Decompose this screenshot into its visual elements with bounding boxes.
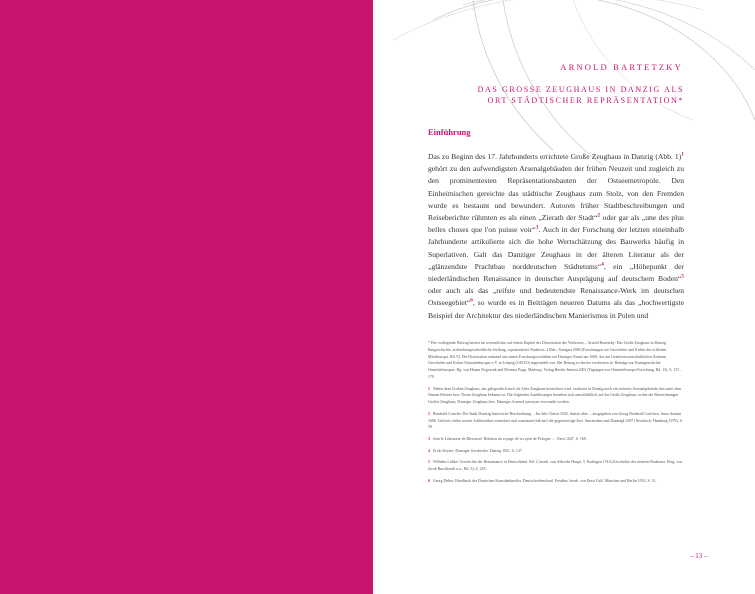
footnote-6 xyxy=(428,478,684,485)
footnote-ref: 4 xyxy=(601,261,604,268)
body-segment: oder auch als das „reifste und bedeutendste Renaissance-Werk im deutschen Ostseegebiet“ xyxy=(428,286,684,308)
footnote-number: 1 xyxy=(428,386,430,391)
footnote-ref: 6 xyxy=(470,297,473,304)
left-page-color-block xyxy=(0,0,373,594)
body-segment: . Auch in der Forschung der letzten eineinhalb Jahrhunderte artikulierte sich die hohe Wertschätzung des Bauwerks häufig in Superlativen. Galt das Danziger Zeughaus in der älteren Literatur als der „glänzendste Prachtbau norddeutschen Städtetums“ xyxy=(428,225,684,271)
footnotes xyxy=(428,340,684,489)
footnote-4 xyxy=(428,448,684,455)
footnote-text: Erich Keyser: Danziger Geschichte. Danzig 1921, S. 137. xyxy=(432,448,523,453)
footnote-ref: 1 xyxy=(681,151,684,158)
body-text xyxy=(428,151,684,322)
article-title xyxy=(400,84,684,106)
footnote-number: 5 xyxy=(428,460,430,465)
footnote-ref: 5 xyxy=(681,273,684,280)
body-segment: Das zu Beginn des 17. Jahrhunderts errichtete Große Zeughaus in Danzig (Abb. 1) xyxy=(428,152,682,161)
footnote-text: Jean le Laboureur de Bleranval: Relation du voyage de la royne de Pologne ... . Paris 1647, S. 168. xyxy=(432,436,587,441)
footnote-text: Neben dem Großen Zeughaus, das gelegentlich auch als Altes Zeughaus bezeichnet wird, existierte in Danzig noch ein weiteres Arsenalgebäude, das unter dem Namen Kleines bzw. Neues Zeughaus bekannt ist. Die folgenden Ausführungen beziehen sich ausschließlich auf das Große Zeughaus, wobei die Bezeichnungen Großes Zeughaus, Danziger Zeughaus bzw. Danziger Arsenal synonym verwendet werden. xyxy=(428,386,682,405)
body-segment: , ein „Höhepunkt der niederländischen Renaissance in deutscher Ausprägung auf deutschem Boden“ xyxy=(428,261,684,284)
footnote-number: 3 xyxy=(428,436,430,441)
footnote-number: 6 xyxy=(428,478,430,483)
footnote-3 xyxy=(428,436,684,443)
page-number: – 13 – xyxy=(690,552,708,560)
footnote-text: Reinhold Curicke: Der Stadt Dantzig historische Beschreibung ... Im Jahr Christi 1645. Anitzo aber ... ausgegeben von Georg Reinhold Curicken. Anno domini 1686. Und mit vielen newen Additionibus vermehret und continuiret biß auff die gegenwertige Zeit. Amsterdam und Dantzigk 1687 (Neudruck: Hamburg 1979), S. 58. xyxy=(428,411,683,430)
body-paragraph xyxy=(428,151,684,322)
footnote-number: 2 xyxy=(428,411,430,416)
body-segment: oder gar als „une des plus belles choses que l'on puisse voir“ xyxy=(428,213,684,235)
footnote-5 xyxy=(428,459,684,473)
author-name: ARNOLD BARTETZKY xyxy=(560,62,683,72)
title-line-2: ORT STÄDTISCHER REPRÄSENTATION* xyxy=(487,96,684,105)
body-segment: gehört zu den aufwendigsten Arsenalgebäuden der frühen Neuzeit und zugleich zu den prominentesten Repräsentationsbauten der Ostseemetropole. Den Einheimischen gereichte das städtische Zeughaus zum Stolz, von den Fremden wurde es bestaunt und bewundert. Autoren früher Stadtbeschreibungen und Reiseberichte rühmten es als einen „Zierath der Stadt“ xyxy=(428,164,684,223)
body-segment: , so wurde es in Beiträgen neueren Datums als das „hochwertigste Beispiel der Architektur des niederländischen Manierismus in Polen und xyxy=(428,298,684,320)
footnote-ref: 3 xyxy=(535,224,539,231)
title-line-1: DAS GROSSE ZEUGHAUS IN DANZIG ALS xyxy=(477,85,684,94)
section-heading: Einführung xyxy=(428,127,471,137)
footnote-text: Georg Dehio: Handbuch der Deutschen Kunstdenkmäler. Deutschordensland. Preußen, bearb. von Ernst Gall. München und Berlin 1952, S. 31. xyxy=(432,478,657,483)
footnote-ref: 2 xyxy=(597,212,601,219)
footnote-star: * Der vorliegende Beitrag basiert im wesentlichen auf einem Kapitel der Dissertation des Verfassers – Arnold Bartetzky: Das Große Zeughaus in Danzig. Baugeschichte, architekturgeschichtliche Stellung, repräsentative Funktion. 2 Bde., Stuttgart 2000 (Forschungen zur Geschichte und Kultur des östlichen Mitteleuropa, Bd. 9). Die Dissertation entstand aus einem Forschungsvorhaben zur Danziger Kunst um 1600, das am Geisteswissenschaftlichen Zentrum Geschichte und Kultur Ostmitteleuropas e.V. in Leipzig (GWZO) angesiedelt war. Der Beitrag ist bereits erschienen in: Beiträge zur Kunstgeschichte Ostmitteleuropas. Hg. von Hanna Nogossek und Dietmar Popp. Marburg: Verlag Herder-Institut 2001 (Tagungen zur Ostmitteleuropa-Forschung, Bd. 13), S. 137–170. xyxy=(428,341,682,379)
footnote-number: 4 xyxy=(428,448,430,453)
footnote-text: Wilhelm Lübke: Geschichte der Renaissance in Deutschland. Bd. 2, bearb. von Albrecht Haupt, 3. Esslingen 1914 (Geschichte der neueren Baukunst. Hrsg. von Jacob Burckhardt u.a., Bd. 5), S. 218. xyxy=(428,460,683,471)
footnote-2 xyxy=(428,411,684,431)
footnote-1 xyxy=(428,386,684,406)
